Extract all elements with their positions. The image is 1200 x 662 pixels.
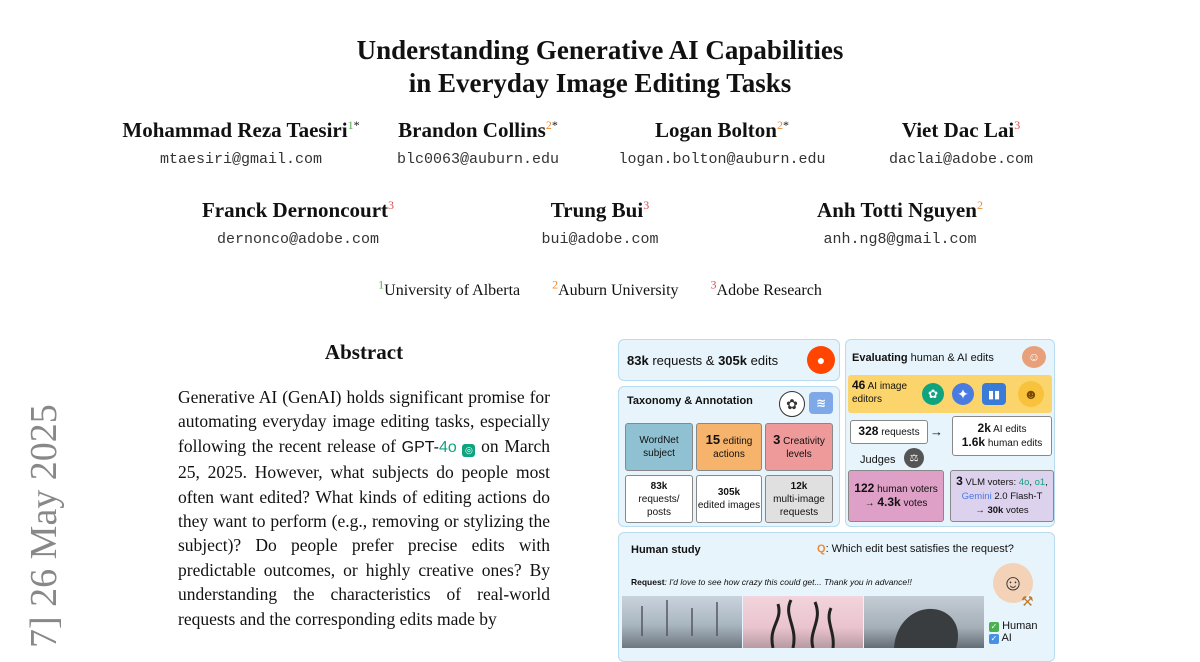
abstract-body xyxy=(178,385,550,631)
eval-requests-count: 328 xyxy=(858,424,879,438)
edits-box xyxy=(952,416,1052,456)
edited-label: edited images xyxy=(697,500,761,511)
vlm-count: 3 xyxy=(956,474,963,488)
taxonomy-panel xyxy=(618,386,840,527)
taxonomy-title: Taxonomy & Annotation xyxy=(627,395,753,407)
multi-image-box xyxy=(765,475,833,523)
affil-sup: 3 xyxy=(388,198,395,212)
judge-person-icon: ☺ xyxy=(993,563,1033,603)
author-6 xyxy=(500,198,700,248)
vlm-4o: 4o xyxy=(1018,477,1030,488)
author-email[interactable]: bui@adobe.com xyxy=(541,231,659,248)
judge-icon: ⚖ xyxy=(904,448,924,468)
study-question xyxy=(817,543,1014,555)
multi-label: multi-image requests xyxy=(773,493,825,518)
arrow-icon: → xyxy=(864,498,875,509)
author-name: Trung Bui xyxy=(550,198,644,222)
author-email[interactable]: blc0063@auburn.edu xyxy=(396,151,560,168)
request-text: : I'd love to see how crazy this could get... Thank you in advance!! xyxy=(664,577,912,587)
check-icon: ✓ xyxy=(990,622,998,631)
source-image[interactable] xyxy=(622,596,742,648)
affiliation-1 xyxy=(378,278,521,300)
author-name: Viet Dac Lai xyxy=(901,118,1015,142)
legend-ai-label: AI xyxy=(1001,632,1012,644)
edited-image-1[interactable] xyxy=(743,596,863,648)
affil-sup: 2 xyxy=(545,118,552,132)
affiliations xyxy=(0,278,1200,300)
vlm-gemini: Gemini xyxy=(961,491,992,502)
wordnet-box xyxy=(625,423,693,471)
author-email[interactable]: dernonco@adobe.com xyxy=(216,231,380,248)
author-1 xyxy=(100,118,382,168)
legend-human xyxy=(989,620,1038,632)
edited-count: 305k xyxy=(717,487,741,498)
author-name: Logan Bolton xyxy=(655,118,777,142)
paper-title xyxy=(0,34,1200,100)
editors-count: 46 xyxy=(852,378,866,392)
creativity-label: Creativity levels xyxy=(783,436,825,460)
affil-sup: 2 xyxy=(976,198,983,212)
human-votes-count: 4.3k xyxy=(877,495,901,509)
posts-label: requests/ posts xyxy=(638,493,680,518)
affil-sup: 3 xyxy=(710,278,717,292)
evaluating-rest: human & AI edits xyxy=(907,352,994,364)
wordnet-label: WordNet subject xyxy=(639,435,679,459)
creativity-count: 3 xyxy=(773,432,781,447)
evaluating-title xyxy=(852,352,994,364)
author-name: Mohammad Reza Taesiri xyxy=(122,118,348,142)
affil-sup: 3 xyxy=(1014,118,1021,132)
editors-label: AI image editors xyxy=(852,381,908,405)
reddit-panel xyxy=(618,339,840,381)
edits-count: 305k xyxy=(718,353,747,368)
human-study-title: Human study xyxy=(631,544,701,556)
bar-logo-icon: ▮▮ xyxy=(982,383,1006,405)
affiliation-name: Auburn University xyxy=(558,282,679,300)
human-voters-label: human voters xyxy=(874,484,938,495)
monster-illustration xyxy=(864,596,984,648)
affiliation-name: University of Alberta xyxy=(384,282,521,300)
people-icon: ☺ xyxy=(1022,346,1046,368)
editing-box xyxy=(696,423,762,471)
ai-edits-label: AI edits xyxy=(993,424,1027,435)
huggingface-icon: ☻ xyxy=(1018,381,1044,407)
human-voters-box xyxy=(848,470,944,522)
reddit-stats xyxy=(627,353,778,368)
vlm-votes-count: 30k xyxy=(987,505,1004,516)
multi-count: 12k xyxy=(790,480,808,492)
vlm-votes-label: votes xyxy=(1003,505,1029,516)
edits-label: edits xyxy=(747,353,779,368)
affil-sup: 2 xyxy=(552,278,559,292)
q-mark: Q xyxy=(817,543,826,555)
judges-label: Judges xyxy=(860,454,896,466)
requests-box xyxy=(850,420,928,444)
check-icon: ✓ xyxy=(990,634,998,643)
author-5 xyxy=(180,198,416,248)
editing-label: editing actions xyxy=(713,436,753,460)
arrow-icon: → xyxy=(930,424,943,439)
author-name: Anh Totti Nguyen xyxy=(817,198,977,222)
abstract-text-cont: on March 25, 2025. However, what subjects do people most often want edited? What kinds of editing actions do they want to perform (e.g., removing or stylizing the subject)? Do people prefer precise edits with predictable outcomes, or highly creative ones? By understanding the characteristics of real-world requests and the corresponding edits made by xyxy=(178,435,550,629)
openai-icon: ✿ xyxy=(779,391,805,417)
vlm-voters-box: 3 VLM voters: 4o, o1, Gemini 2.0 Flash-T → 30k votes xyxy=(950,470,1054,522)
human-votes-label: votes xyxy=(900,498,928,509)
title-line-2: in Everyday Image Editing Tasks xyxy=(408,68,792,98)
reddit-icon: ● xyxy=(807,346,835,374)
study-legend xyxy=(989,620,1038,644)
editors-text xyxy=(852,379,920,406)
legend-human-label: Human xyxy=(1002,620,1038,632)
edited-image-2[interactable] xyxy=(864,596,984,648)
openai-icon: ✿ xyxy=(922,383,944,405)
requests-count: 83k xyxy=(627,353,649,368)
evaluating-panel xyxy=(845,339,1055,527)
equal-contrib-mark: * xyxy=(782,118,789,132)
editors-bar xyxy=(848,375,1052,413)
request-label: Request xyxy=(631,577,665,587)
affil-sup: 3 xyxy=(643,198,650,212)
affiliation-2 xyxy=(552,278,679,300)
harbor-illustration xyxy=(622,596,742,648)
arxiv-stamp: 7] 26 May 2025 xyxy=(23,404,65,648)
edited-box xyxy=(696,475,762,523)
author-email[interactable]: mtaesiri@gmail.com xyxy=(159,151,323,168)
vlm-label: VLM voters: xyxy=(962,477,1019,488)
affil-sup: 1 xyxy=(378,278,385,292)
posts-count: 83k xyxy=(650,480,668,492)
arrow-icon: → xyxy=(975,505,985,516)
openai-icon: ◎ xyxy=(462,444,475,457)
eval-requests-label: requests xyxy=(878,427,920,438)
vlm-o1: o1 xyxy=(1034,477,1046,488)
author-name: Franck Dernoncourt xyxy=(201,198,389,222)
evaluating-bold: Evaluating xyxy=(852,352,908,364)
abstract-text: Generative AI (GenAI) holds significant promise for automating everyday image editing tasks, especially following the recent release of xyxy=(178,387,550,456)
affiliation-3 xyxy=(710,278,822,300)
title-line-1: Understanding Generative AI Capabilities xyxy=(356,35,844,65)
legend-ai xyxy=(989,632,1038,644)
author-2 xyxy=(380,118,576,168)
author-email[interactable]: logan.bolton@auburn.edu xyxy=(618,151,826,168)
author-3 xyxy=(596,118,848,168)
study-request xyxy=(631,577,912,587)
llama-icon: ≋ xyxy=(809,392,833,414)
human-edits-count: 1.6k xyxy=(961,435,986,449)
gemini-icon: ✦ xyxy=(952,383,974,405)
gpt-suffix: 4o xyxy=(439,438,457,456)
tentacle-illustration xyxy=(743,596,863,648)
affil-sup: 2 xyxy=(776,118,783,132)
author-email[interactable]: anh.ng8@gmail.com xyxy=(823,231,977,248)
affiliation-name: Adobe Research xyxy=(716,282,822,300)
equal-contrib-mark: * xyxy=(551,118,558,132)
creativity-box xyxy=(765,423,833,471)
author-name: Brandon Collins xyxy=(398,118,546,142)
author-7 xyxy=(790,198,1010,248)
requests-label: requests & xyxy=(648,353,719,368)
gavel-icon: ⚒ xyxy=(1021,593,1034,609)
abstract-heading: Abstract xyxy=(324,340,404,364)
human-voters-count: 122 xyxy=(854,481,875,495)
gpt-4o-name xyxy=(402,439,457,456)
editing-count: 15 xyxy=(705,432,721,447)
question-text: : Which edit best satisfies the request? xyxy=(825,543,1014,555)
author-4 xyxy=(866,118,1056,168)
ai-edits-count: 2k xyxy=(977,421,991,435)
vlm-flash: 2.0 Flash-T xyxy=(991,491,1043,502)
equal-contrib-mark: * xyxy=(353,118,360,132)
gpt-prefix: GPT- xyxy=(401,438,440,456)
human-edits-label: human edits xyxy=(987,438,1043,449)
posts-box xyxy=(625,475,693,523)
affil-sup: 1 xyxy=(347,118,354,132)
author-email[interactable]: daclai@adobe.com xyxy=(888,151,1034,168)
